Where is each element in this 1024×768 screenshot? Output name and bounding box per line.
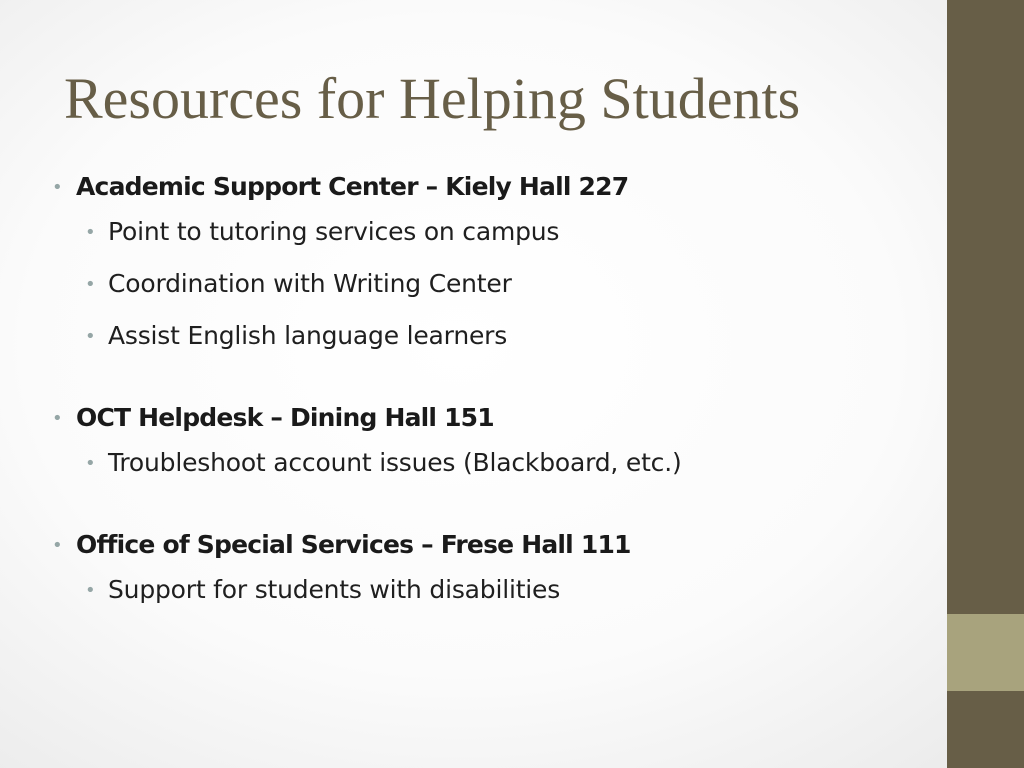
section-heading-text: Office of Special Services – Frese Hall 111	[76, 530, 631, 559]
list-item-text: Assist English language learners	[108, 321, 508, 350]
slide-title: Resources for Helping Students	[64, 66, 801, 131]
list-item	[46, 310, 926, 362]
section-academic-support	[46, 168, 926, 362]
bullet-icon: •	[85, 274, 96, 295]
list-item	[46, 437, 926, 489]
list-item	[46, 564, 926, 616]
section-special-services	[46, 526, 926, 616]
bullet-icon: •	[52, 177, 62, 198]
list-item	[46, 206, 926, 258]
section-oct-helpdesk	[46, 399, 926, 489]
bullet-icon: •	[85, 326, 96, 347]
bullet-list	[46, 168, 926, 653]
sidebar-accent-block	[947, 614, 1024, 691]
section-heading-text: Academic Support Center – Kiely Hall 227	[76, 172, 629, 201]
list-item-text: Troubleshoot account issues (Blackboard, etc.)	[108, 448, 682, 477]
section-heading-text: OCT Helpdesk – Dining Hall 151	[76, 403, 494, 432]
list-item	[46, 258, 926, 310]
list-item-text: Coordination with Writing Center	[108, 269, 512, 298]
section-heading	[46, 168, 926, 206]
bullet-icon: •	[52, 535, 62, 556]
section-heading	[46, 526, 926, 564]
list-item-text: Support for students with disabilities	[108, 575, 561, 604]
bullet-icon: •	[52, 408, 62, 429]
list-item-text: Point to tutoring services on campus	[108, 217, 560, 246]
bullet-icon: •	[85, 580, 96, 601]
section-heading	[46, 399, 926, 437]
bullet-icon: •	[85, 222, 96, 243]
sidebar-band	[947, 0, 1024, 768]
bullet-icon: •	[85, 453, 96, 474]
